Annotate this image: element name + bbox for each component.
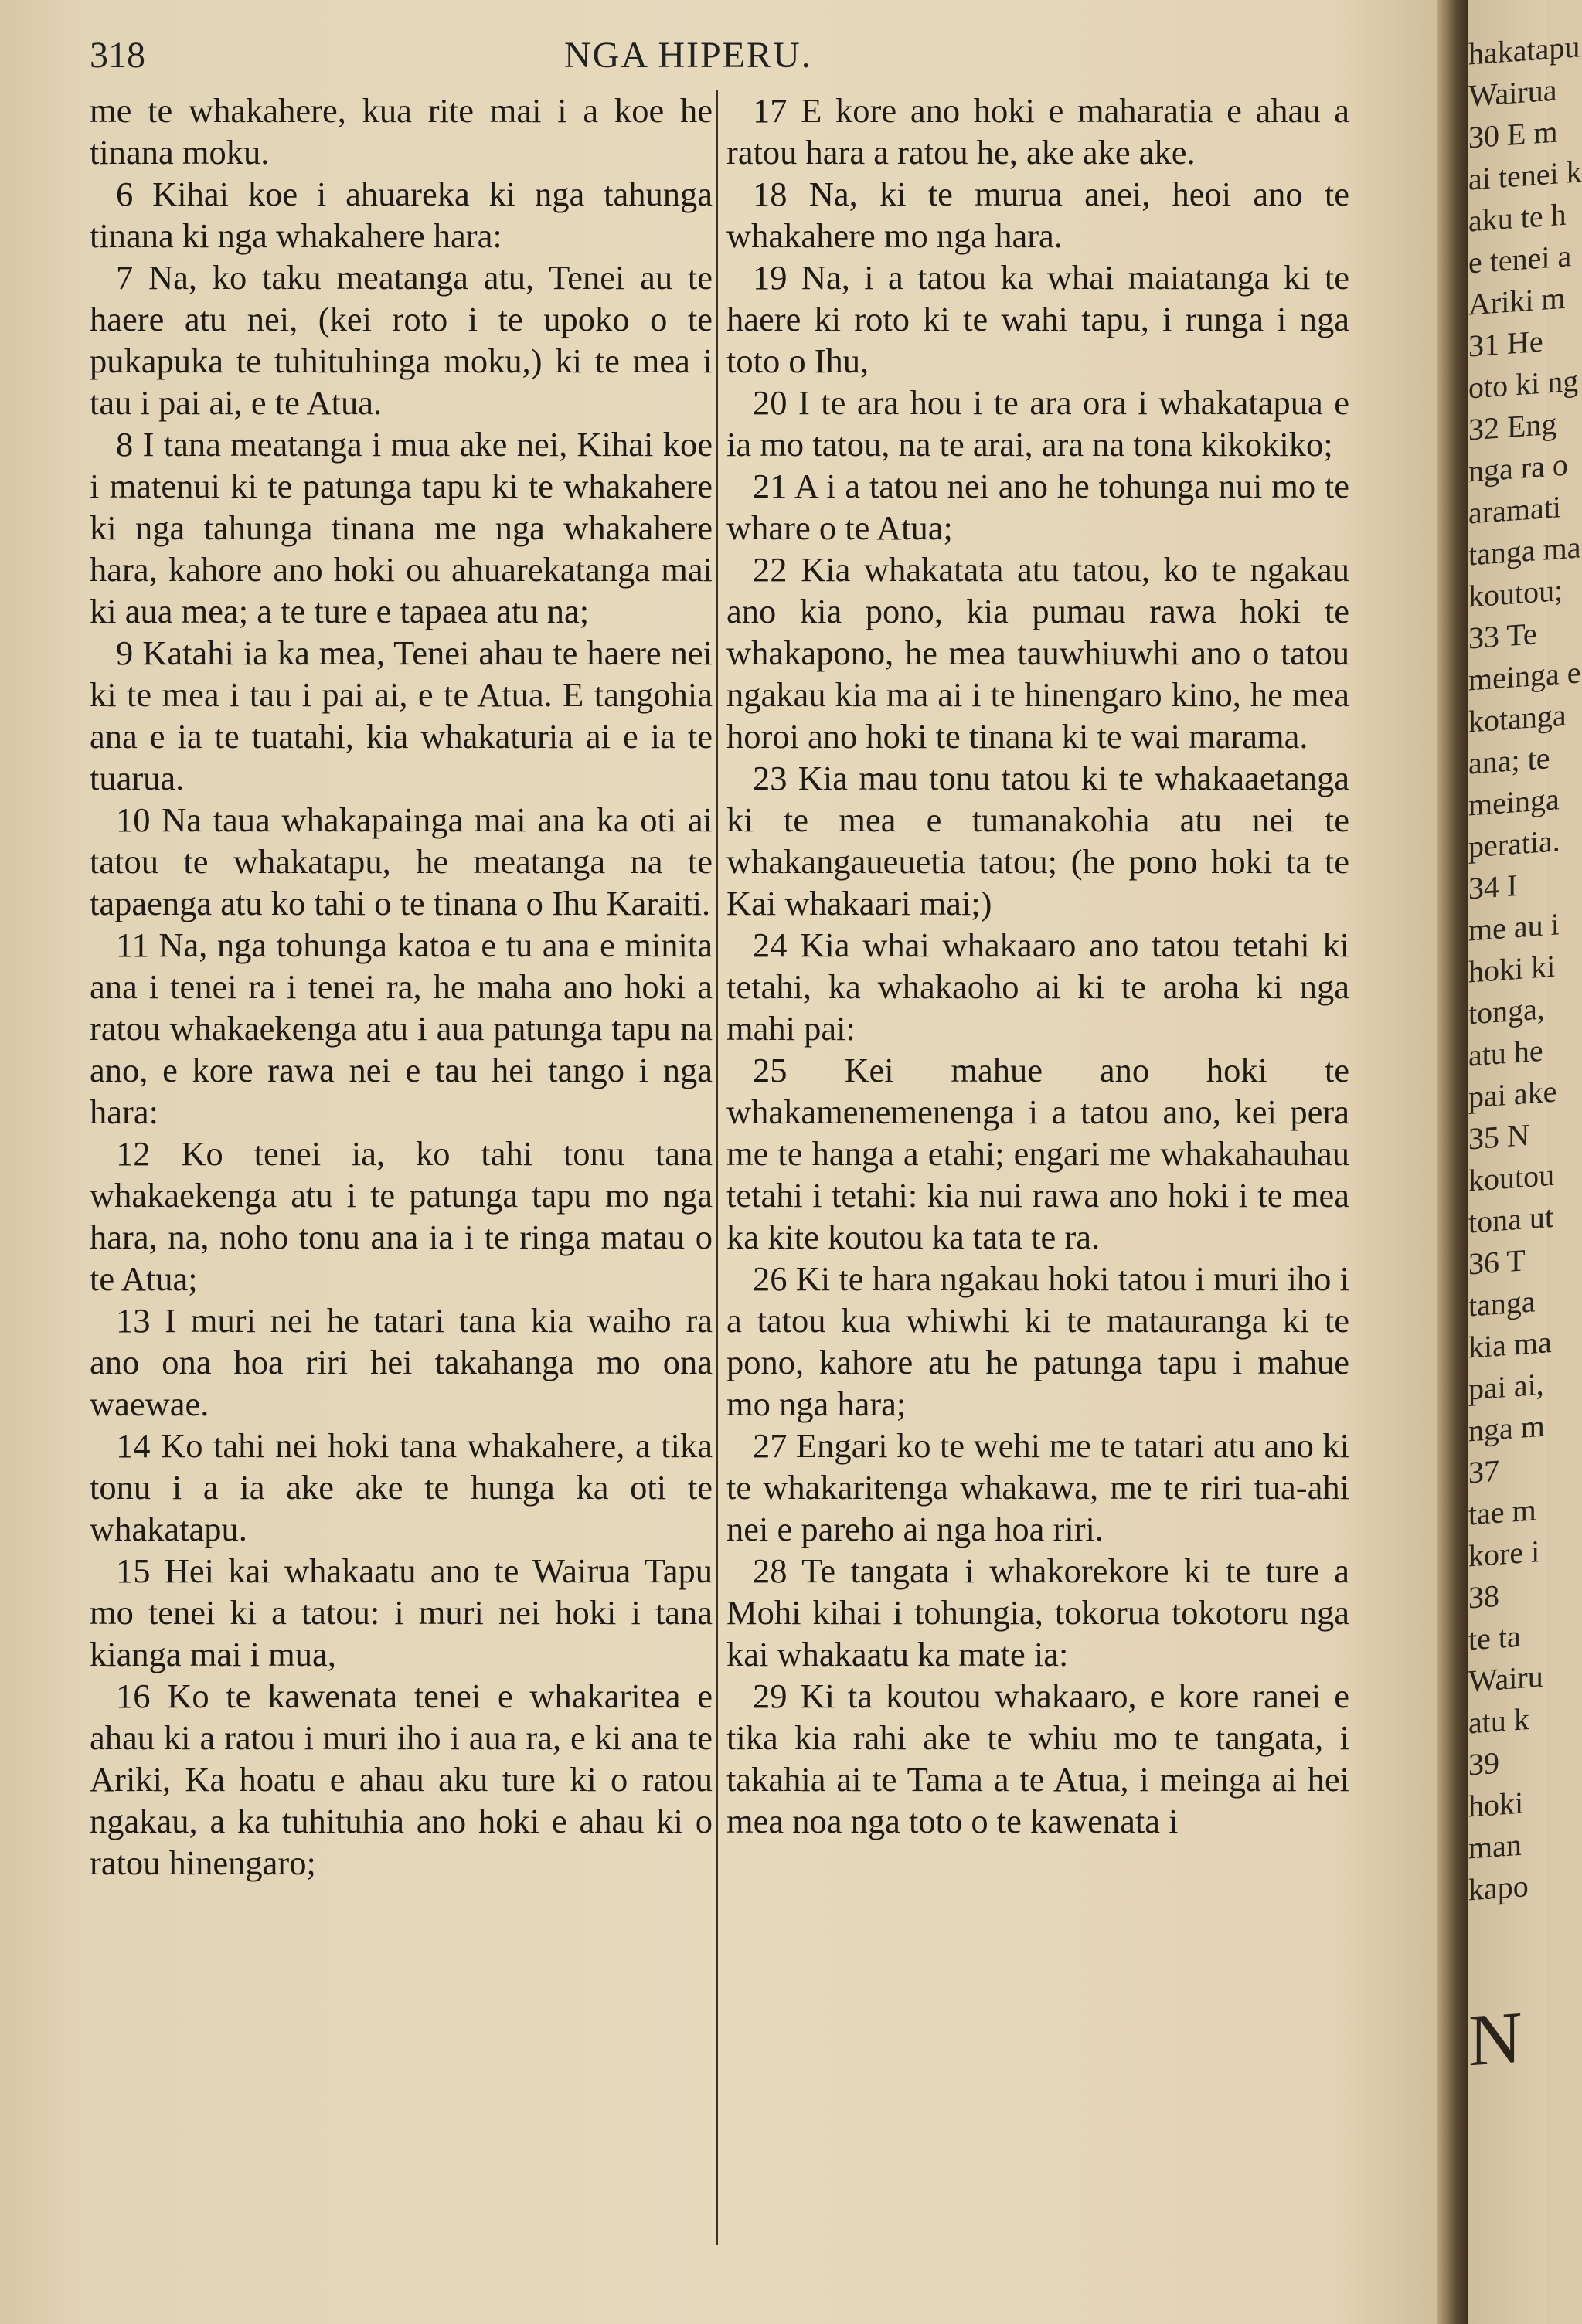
page-number: 318: [90, 35, 145, 76]
facing-page-fragment: tae m: [1468, 1492, 1536, 1532]
verse-paragraph: 7 Na, ko taku meatanga atu, Tenei au te haere atu nei, (kei roto i te upoko o te pukapuka te tuhituhinga moku,) ki te mea i tau i pai ai, e te Atua.: [90, 258, 713, 422]
running-title: NGA HIPERU.: [564, 35, 812, 76]
facing-page-fragment: Wairua: [1468, 72, 1557, 114]
facing-page-fragment: kotanga: [1468, 697, 1567, 739]
facing-page-fragment: meinga e: [1468, 654, 1581, 698]
left-column: [90, 90, 713, 1884]
verse-paragraph: 23 Kia mau tonu tatou ki te whakaaetanga ki te mea e tumanakohia atu nei te whakangaueuetia tatou; (he pono hoki ta te Kai whakaari mai;): [726, 759, 1349, 922]
facing-page-fragment: nga m: [1468, 1408, 1545, 1449]
verse-paragraph: 12 Ko tenei ia, ko tahi tonu tana whakaekenga atu i te patunga tapu mo nga hara, na, noho tonu ana ia i te ringa matau o te Atua;: [90, 1134, 713, 1298]
facing-page-fragment: e tenei a: [1468, 238, 1572, 280]
facing-page-fragment: aku te h: [1468, 196, 1567, 239]
verse-paragraph: 15 Hei kai whakaatu ano te Wairua Tapu mo tenei ki a tatou: i muri nei hoki i tana kianga mai i mua,: [90, 1551, 713, 1673]
facing-page-fragment: atu he: [1468, 1032, 1543, 1073]
facing-page-fragment: tona ut: [1468, 1198, 1553, 1240]
facing-page-fragment: ai tenei k: [1468, 154, 1582, 197]
facing-page-heading: N: [1468, 1995, 1522, 2082]
book-gutter: [1437, 0, 1472, 2324]
facing-page-fragment: Wairu: [1468, 1658, 1543, 1699]
facing-page-fragment: 33 Te: [1468, 616, 1537, 656]
verse-paragraph: 16 Ko te kawenata tenei e whakaritea e ahau ki a ratou i muri iho i aua ra, e ki ana te Ariki, Ka hoatu e ahau aku ture ki o ratou ngakau, a ka tuhituhia ano hoki e ahau ki o ratou hinengaro;: [90, 1677, 713, 1882]
facing-page-fragment: 35 N: [1468, 1116, 1529, 1157]
facing-page-fragment: peratia.: [1468, 823, 1560, 865]
verse-paragraph: me te whakahere, kua rite mai i a koe he tinana moku.: [90, 91, 713, 172]
facing-page-fragment: oto ki ng: [1468, 362, 1579, 406]
facing-page-fragment: 31 He: [1468, 323, 1543, 364]
verse-paragraph: 21 A i a tatou nei ano he tohunga nui mo te whare o te Atua;: [726, 467, 1349, 547]
verse-paragraph: 26 Ki te hara ngakau hoki tatou i muri iho i a tatou kua whiwhi ki te matauranga ki te pono, kahore atu he patunga tapu i mahue mo nga hara;: [726, 1259, 1349, 1423]
facing-page-fragment: 34 I: [1468, 868, 1518, 906]
verse-paragraph: 8 I tana meatanga i mua ake nei, Kihai koe i matenui ki te patunga tapu ki te whakahere ki nga tahunga tinana me nga whakahere hara, kahore ano hoki ou ahuarekatanga mai ki aua mea; a te ture e tapaea atu na;: [90, 425, 713, 630]
facing-page-fragment: 36 T: [1468, 1242, 1526, 1282]
facing-page-fragment: Ariki m: [1468, 280, 1566, 322]
facing-page-fragment: kore i: [1468, 1534, 1540, 1574]
facing-page-fragment: hoki: [1468, 1785, 1524, 1824]
facing-page-fragment: tanga ma: [1468, 529, 1581, 573]
verse-paragraph: 14 Ko tahi nei hoki tana whakahere, a tika tonu i a ia ake ake te hunga ka oti te whakatapu.: [90, 1426, 713, 1548]
verse-paragraph: 13 I muri nei he tatari tana kia waiho ra ano ona hoa riri hei takahanga mo ona waewae.: [90, 1301, 713, 1423]
facing-page-fragment: pai ake: [1468, 1073, 1557, 1115]
facing-page-fragment: koutou;: [1468, 572, 1563, 614]
facing-page-fragment: ana; te: [1468, 740, 1550, 781]
facing-page-fragment: me au i: [1468, 906, 1560, 948]
verse-paragraph: 10 Na taua whakapainga mai ana ka oti ai tatou te whakatapu, he meatanga na te tapaenga atu ko tahi o te tinana o Ihu Karaiti.: [90, 800, 713, 922]
verse-paragraph: 25 Kei mahue ano hoki te whakamenemenenga i a tatou ano, kei pera me te hanga a etahi; engari me whakahauhau tetahi i tetahi: kia nui rawa ano hoki i te mea ka kite koutou ka tata te ra.: [726, 1051, 1349, 1256]
facing-page-fragment: 38: [1468, 1578, 1499, 1616]
facing-page-fragment: kapo: [1468, 1868, 1529, 1908]
facing-page-fragment: 39: [1468, 1745, 1499, 1782]
facing-page-fragment: aramati: [1468, 489, 1561, 531]
column-divider: [716, 90, 718, 2245]
facing-page-fragment: pai ai,: [1468, 1366, 1544, 1407]
verse-paragraph: 27 Engari ko te wehi me te tatari atu ano ki te whakaritenga whakawa, me te riri tua-ahi nei e pareho ai nga hoa riri.: [726, 1426, 1349, 1548]
verse-paragraph: 18 Na, ki te murua anei, heoi ano te whakahere mo nga hara.: [726, 175, 1349, 255]
facing-page-fragment: te ta: [1468, 1618, 1521, 1657]
facing-page-fragment: 37: [1468, 1452, 1499, 1490]
verse-paragraph: 19 Na, i a tatou ka whai maiatanga ki te haere ki roto ki te wahi tapu, i runga i nga toto o Ihu,: [726, 258, 1349, 380]
facing-page-fragment: meinga: [1468, 781, 1560, 823]
verse-paragraph: 24 Kia whai whakaaro ano tatou tetahi ki tetahi, ka whakaoho ai ki te aroha ki nga mahi pai:: [726, 926, 1349, 1048]
verse-paragraph: 17 E kore ano hoki e maharatia e ahau a ratou hara a ratou he, ake ake ake.: [726, 91, 1349, 172]
verse-paragraph: 11 Na, nga tohunga katoa e tu ana e minita ana i tenei ra i tenei ra, he maha ano hoki a ratou whakaekenga atu i aua patunga tapu na ano, e kore rawa nei e tau hei tango i nga hara:: [90, 926, 713, 1131]
facing-page-fragment: tanga: [1468, 1283, 1536, 1323]
facing-page-fragment: nga ra o: [1468, 447, 1568, 489]
facing-page-fragment: koutou: [1468, 1157, 1555, 1198]
verse-paragraph: 9 Katahi ia ka mea, Tenei ahau te haere nei ki te mea i tau i pai ai, e te Atua. E tangohia ana e ia te tuatahi, kia whakaturia ai e ia te tuarua.: [90, 634, 713, 797]
facing-page-fragment: atu k: [1468, 1701, 1529, 1741]
facing-page-fragment: hoki ki: [1468, 948, 1556, 990]
verse-paragraph: 29 Ki ta koutou whakaaro, e kore ranei e tika kia rahi ake te whiu mo te tangata, i takahia ai te Tama a te Atua, i meinga ai hei mea noa nga toto o te kawenata i: [726, 1677, 1349, 1840]
verse-paragraph: 20 I te ara hou i te ara ora i whakatapua e ia mo tatou, na te arai, ara na tona kikokiko;: [726, 383, 1349, 464]
facing-page-fragment: kia ma: [1468, 1323, 1552, 1365]
verse-paragraph: 6 Kihai koe i ahuareka ki nga tahunga tinana ki nga whakahere hara:: [90, 175, 713, 255]
right-column: [726, 90, 1349, 1842]
facing-page-fragment: 32 Eng: [1468, 406, 1557, 447]
facing-page-fragment: hakatapu: [1468, 29, 1580, 72]
verse-paragraph: 28 Te tangata i whakorekore ki te ture a Mohi kihai i tohungia, tokorua tokotoru nga kai whakaatu ka mate ia:: [726, 1551, 1349, 1673]
facing-page-fragment: tonga,: [1468, 990, 1545, 1031]
verse-paragraph: 22 Kia whakatata atu tatou, ko te ngakau ano kia pono, kia pumau rawa hoki te whakapono, he mea tauwhiuwhi ano o tatou ngakau kia ma ai i te hinengaro kino, he mea horoi ano hoki te tinana ki te wai marama.: [726, 550, 1349, 756]
facing-page-fragment: 30 E m: [1468, 114, 1558, 155]
facing-page-edge: [1468, 0, 1582, 2324]
facing-page-fragment: man: [1468, 1826, 1522, 1866]
facing-page-text: [1468, 29, 1582, 2082]
